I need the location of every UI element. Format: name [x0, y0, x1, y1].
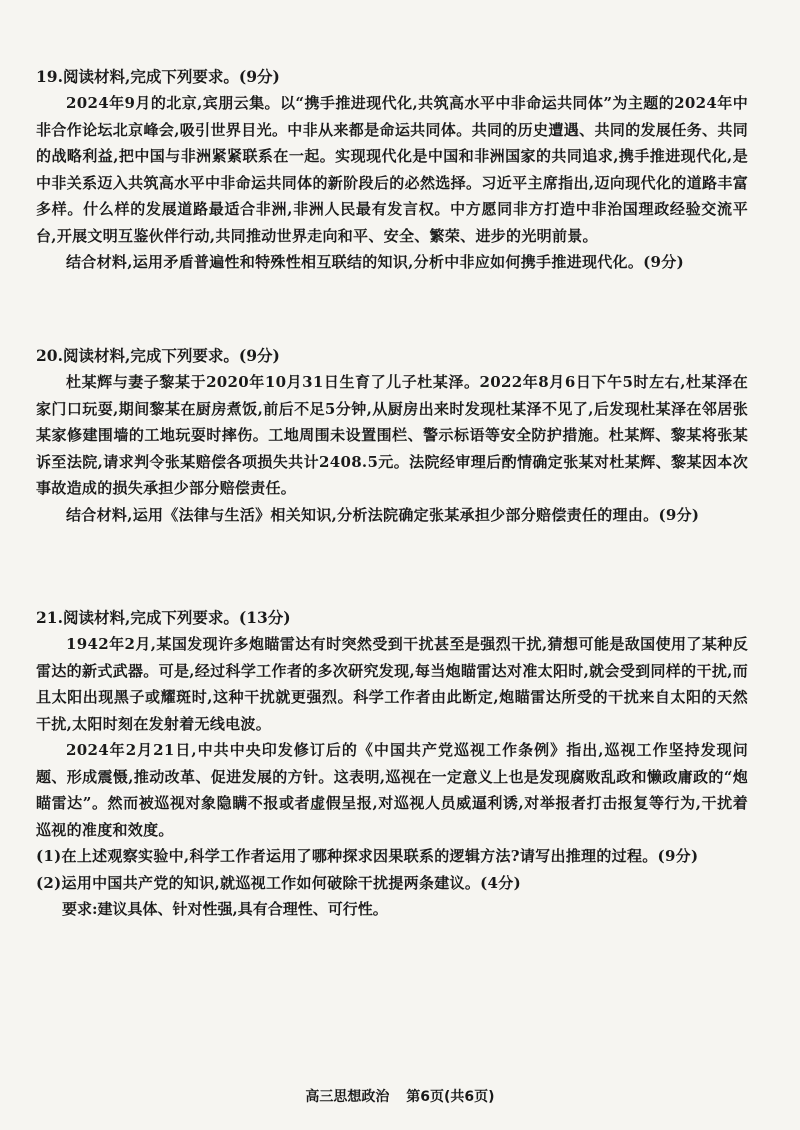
- question-21-material-1: 1942年2月,某国发现许多炮瞄雷达有时突然受到干扰甚至是强烈干扰,猜想可能是敌国使用了某种反雷达的新式武器。可是,经过科学工作者的多次研究发现,每当炮瞄雷达对准太阳时,就会受到同样的干扰,而且太阳出现黑子或耀斑时,这种干扰就更强烈。科学工作者由此断定,炮瞄雷达所受的干扰来自太阳的天然干扰,太阳时刻在发射着无线电波。: [36, 635, 748, 733]
- question-21-title: 21.阅读材料,完成下列要求。(13分): [36, 608, 291, 627]
- question-21-sub-1: (1)在上述观察实验中,科学工作者运用了哪种探求因果联系的逻辑方法?请写出推理的过程。(9分): [36, 847, 699, 865]
- page-footer: [0, 1086, 800, 1106]
- question-20-task: 结合材料,运用《法律与生活》相关知识,分析法院确定张某承担少部分赔偿责任的理由。(9分): [66, 505, 700, 524]
- question-19-title: 19.阅读材料,完成下列要求。(9分): [36, 67, 280, 86]
- footer-subject: 高三思想政治: [305, 1089, 390, 1105]
- question-21-requirement: 要求:建议具体、针对性强,具有合理性、可行性。: [62, 900, 388, 918]
- question-21: [36, 605, 748, 923]
- question-21-material-2: 2024年2月21日,中共中央印发修订后的《中国共产党巡视工作条例》指出,巡视工作坚持发现问题、形成震慑,推动改革、促进发展的方针。这表明,巡视在一定意义上也是发现腐败乱政和懒政庸政的“炮瞄雷达”。然而被巡视对象隐瞒不报或者虚假呈报,对巡视人员威逼利诱,对举报者打击报复等行为,干扰着巡视的准度和效度。: [36, 741, 748, 839]
- question-19-material: 2024年9月的北京,宾朋云集。以“携手推进现代化,共筑高水平中非命运共同体”为主题的2024年中非合作论坛北京峰会,吸引世界目光。中非从来都是命运共同体。共同的历史遭遇、共同的发展任务、共同的战略利益,把中国与非洲紧紧联系在一起。实现现代化是中国和非洲国家的共同追求,携手推进现代化,是中非关系迈入共筑高水平中非命运共同体的新阶段后的必然选择。习近平主席指出,迈向现代化的道路丰富多样。什么样的发展道路最适合非洲,非洲人民最有发言权。中方愿同非方打造中非治国理政经验交流平台,开展文明互鉴伙伴行动,共同推动世界走向和平、安全、繁荣、进步的光明前景。: [36, 94, 748, 245]
- question-19: [36, 64, 748, 276]
- question-19-task: 结合材料,运用矛盾普遍性和特殊性相互联结的知识,分析中非应如何携手推进现代化。(9分): [66, 253, 684, 271]
- question-20-title: 20.阅读材料,完成下列要求。(9分): [36, 346, 280, 365]
- footer-page-number: 第6页(共6页): [406, 1089, 495, 1105]
- question-20: [36, 343, 748, 528]
- question-21-sub-2: (2)运用中国共产党的知识,就巡视工作如何破除干扰提两条建议。(4分): [36, 873, 521, 892]
- question-20-material: 杜某辉与妻子黎某于2020年10月31日生育了儿子杜某泽。2022年8月6日下午5时左右,杜某泽在家门口玩耍,期间黎某在厨房煮饭,前后不足5分钟,从厨房出来时发现杜某泽不见了,后发现杜某泽在邻居张某家修建围墙的工地玩耍时摔伤。工地周围未设置围栏、警示标语等安全防护措施。杜某辉、黎某将张某诉至法院,请求判令张某赔偿各项损失共计2408.5元。法院经审理后酌情确定张某对杜某辉、黎某因本次事故造成的损失承担少部分赔偿责任。: [36, 373, 748, 497]
